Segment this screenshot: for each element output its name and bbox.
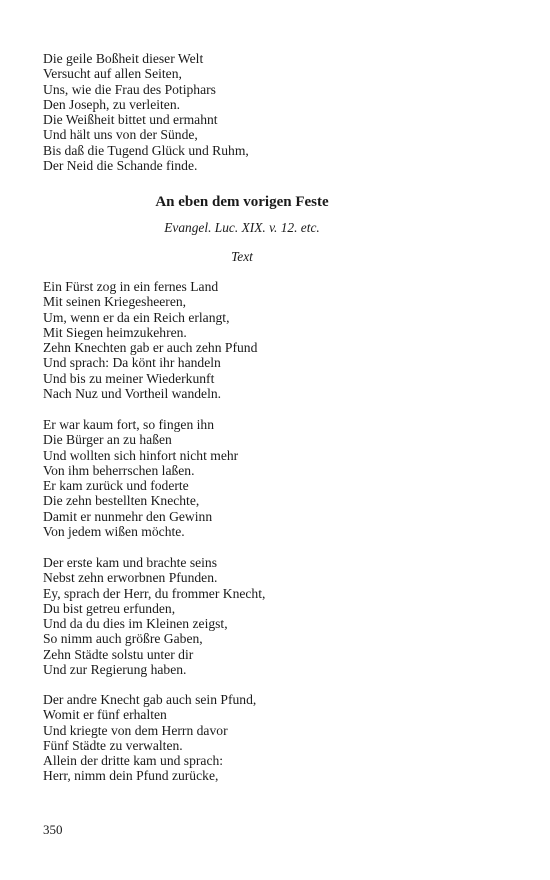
verse-line: Und kriegte von dem Herrn davor <box>43 722 228 738</box>
section-title: An eben dem vorigen Feste <box>155 194 329 210</box>
verse-line: Und sprach: Da könt ihr handeln <box>43 355 221 371</box>
verse-line: Allein der dritte kam und sprach: <box>43 753 224 769</box>
verse-line: Nebst zehn erworbnen Pfunden. <box>43 570 218 586</box>
verse-line: Er kam zurück und foderte <box>43 478 189 494</box>
verse-line: Der Neid die Schande finde. <box>43 158 198 174</box>
verse-line: Du bist getreu erfunden, <box>43 600 176 616</box>
stanza-3 <box>43 555 503 677</box>
verse-line: Und wollten sich hinfort nicht mehr <box>43 447 239 463</box>
stanza-2 <box>43 417 503 539</box>
verse-line: Der andre Knecht gab auch sein Pfund, <box>43 692 257 707</box>
verse-line: Die Bürger an zu haßen <box>43 432 172 448</box>
verse-line: Bis daß die Tugend Glück und Ruhm, <box>43 142 249 158</box>
verse-line: Ey, sprach der Herr, du frommer Knecht, <box>43 585 266 601</box>
verse-line: Von jedem wißen möchte. <box>43 524 185 540</box>
verse-line: Und zur Regierung haben. <box>43 662 187 678</box>
section-subtitle: Evangel. Luc. XIX. v. 12. etc. <box>164 220 320 235</box>
verse-line: Und hält uns von der Sünde, <box>43 127 198 143</box>
stanza-4 <box>43 692 503 784</box>
verse-line: Die Weißheit bittet und ermahnt <box>43 112 218 128</box>
verse-line: Die geile Boßheit dieser Welt <box>43 51 204 66</box>
stanza-1 <box>43 279 503 401</box>
verse-line: Den Joseph, zu verleiten. <box>43 96 181 112</box>
stanza-intro <box>43 51 503 173</box>
verse-line: Mit seinen Kriegesheeren, <box>43 294 187 310</box>
verse-line: Mit Siegen heimzukehren. <box>43 324 187 340</box>
verse-line: Damit er nunmehr den Gewinn <box>43 508 213 524</box>
verse-line: Versucht auf allen Seiten, <box>43 66 182 82</box>
verse-line: Die zehn bestellten Knechte, <box>43 493 200 509</box>
verse-line: So nimm auch größre Gaben, <box>43 631 203 647</box>
verse-line: Zehn Knechten gab er auch zehn Pfund <box>43 340 258 356</box>
page-number: 350 <box>43 822 63 837</box>
verse-line: Um, wenn er da ein Reich erlangt, <box>43 309 230 325</box>
verse-line: Und da du dies im Kleinen zeigst, <box>43 616 228 632</box>
section-label: Text <box>231 249 253 264</box>
verse-line: Fünf Städte zu verwalten. <box>43 737 183 753</box>
verse-line: Herr, nimm dein Pfund zurücke, <box>43 768 219 784</box>
verse-line: Uns, wie die Frau des Potiphars <box>43 81 216 97</box>
verse-line: Womit er fünf erhalten <box>43 707 167 723</box>
verse-line: Nach Nuz und Vortheil wandeln. <box>43 386 222 402</box>
verse-line: Zehn Städte solstu unter dir <box>43 646 194 662</box>
verse-line: Von ihm beherrschen laßen. <box>43 462 195 478</box>
verse-line: Ein Fürst zog in ein fernes Land <box>43 279 219 294</box>
verse-line: Er war kaum fort, so fingen ihn <box>43 417 215 432</box>
verse-line: Der erste kam und brachte seins <box>43 555 218 570</box>
verse-line: Und bis zu meiner Wiederkunft <box>43 370 215 386</box>
